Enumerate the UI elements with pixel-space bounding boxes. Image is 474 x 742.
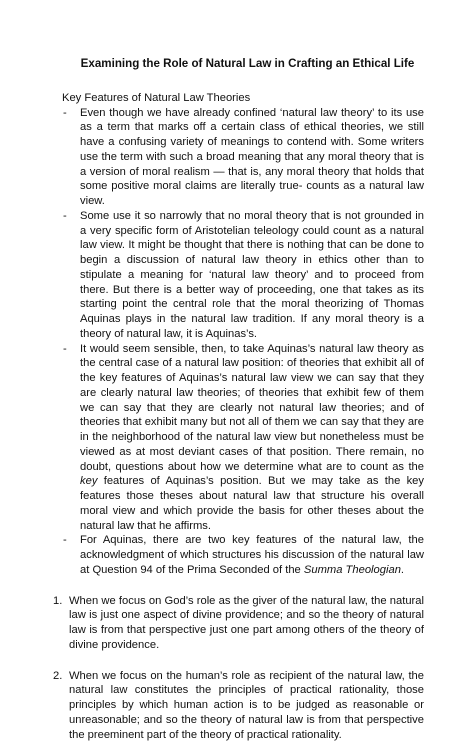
book-title: Summa Theologian xyxy=(304,564,401,576)
numbered-list xyxy=(53,594,424,742)
bullet-text xyxy=(80,343,424,532)
numbered-text: When we focus on God’s role as the giver of the natural law, the natural law is just one aspect of divine providence; and so the theory of natural law is from that perspective just one part among others of the theory of divine providence. xyxy=(69,595,424,651)
bullet-text: Some use it so narrowly that no moral theory that is not grounded in a very specific form of Aristotelian teleology could count as a natural law view. It might be thought that there is nothing that can be done to begin a discussion of natural law theory in ethics other than to stipulate a meaning for ‘natural law theory’ and to proceed from there. But there is a better way of proceeding, one that takes as its starting point the central role that the moral theorizing of Thomas Aquinas plays in the natural law tradition. If any moral theory is a theory of natural law, it is Aquinas’s. xyxy=(80,210,424,340)
bullet-dash: - xyxy=(63,533,67,548)
bullet-text xyxy=(80,534,424,576)
bullet-text-part: It would seem sensible, then, to take Aquinas’s natural law theory as the central case of a natural law position: of theories that exhibit all of the key features of Aquinas’s natural law view we can say that they are clearly natural law theories; of theories that exhibit few of them we can say that they are clearly not natural law theories; and of theories that exhibit many but not all of them we can say that they are in the neighborhood of the natural law view but nonetheless must be viewed as at most deviant cases of that position. There remain, no doubt, questions about how we determine what are to count as the xyxy=(80,343,424,473)
bullet-item-4 xyxy=(53,533,424,577)
bullet-item-3 xyxy=(53,342,424,534)
bullet-dash: - xyxy=(63,106,67,121)
numbered-item-2 xyxy=(53,669,424,742)
spacer xyxy=(53,653,424,669)
bullet-text: Even though we have already confined ‘natural law theory’ to its use as a term that marks off a certain class of ethical theories, we still have a confusing variety of meanings to contend with. Some writers use the term with such a broad meaning that any moral theory that is a version of moral realism — that is, any moral theory that holds that some positive moral claims are literally true- counts as a natural law view. xyxy=(80,107,424,208)
bullet-dash: - xyxy=(63,342,67,357)
item-number: 1. xyxy=(53,594,62,609)
document-title: Examining the Role of Natural Law in Crafting an Ethical Life xyxy=(53,57,424,72)
numbered-text: When we focus on the human’s role as recipient of the natural law, the natural law constitutes the principles of practical rationality, those principles by which human action is to be judged as reasonable or unreasonable; and so the theory of natural law is from that perspective the preeminent part of the theory of practical rationality. xyxy=(69,670,424,741)
bullet-dash: - xyxy=(63,209,67,224)
bullet-text-part: For Aquinas, there are two key features of the natural law, the acknowledgment of which structures his discussion of the natural law at Question 94 of the Prima Seconded of the xyxy=(80,534,424,576)
spacer xyxy=(53,578,424,594)
bullet-text-part: features of Aquinas’s position. But we may take as the key features those theses about natural law that structure his overall moral view and which provide the basis for other theses about the natural law that he affirms. xyxy=(80,475,424,531)
bullet-item-2 xyxy=(53,209,424,342)
key-features-list xyxy=(53,106,424,578)
bullet-item-1 xyxy=(53,106,424,209)
section-heading: Key Features of Natural Law Theories xyxy=(62,91,424,106)
item-number: 2. xyxy=(53,669,62,684)
bullet-text-part: . xyxy=(401,564,404,576)
emphasis-key: key xyxy=(80,475,97,487)
numbered-item-1 xyxy=(53,594,424,653)
